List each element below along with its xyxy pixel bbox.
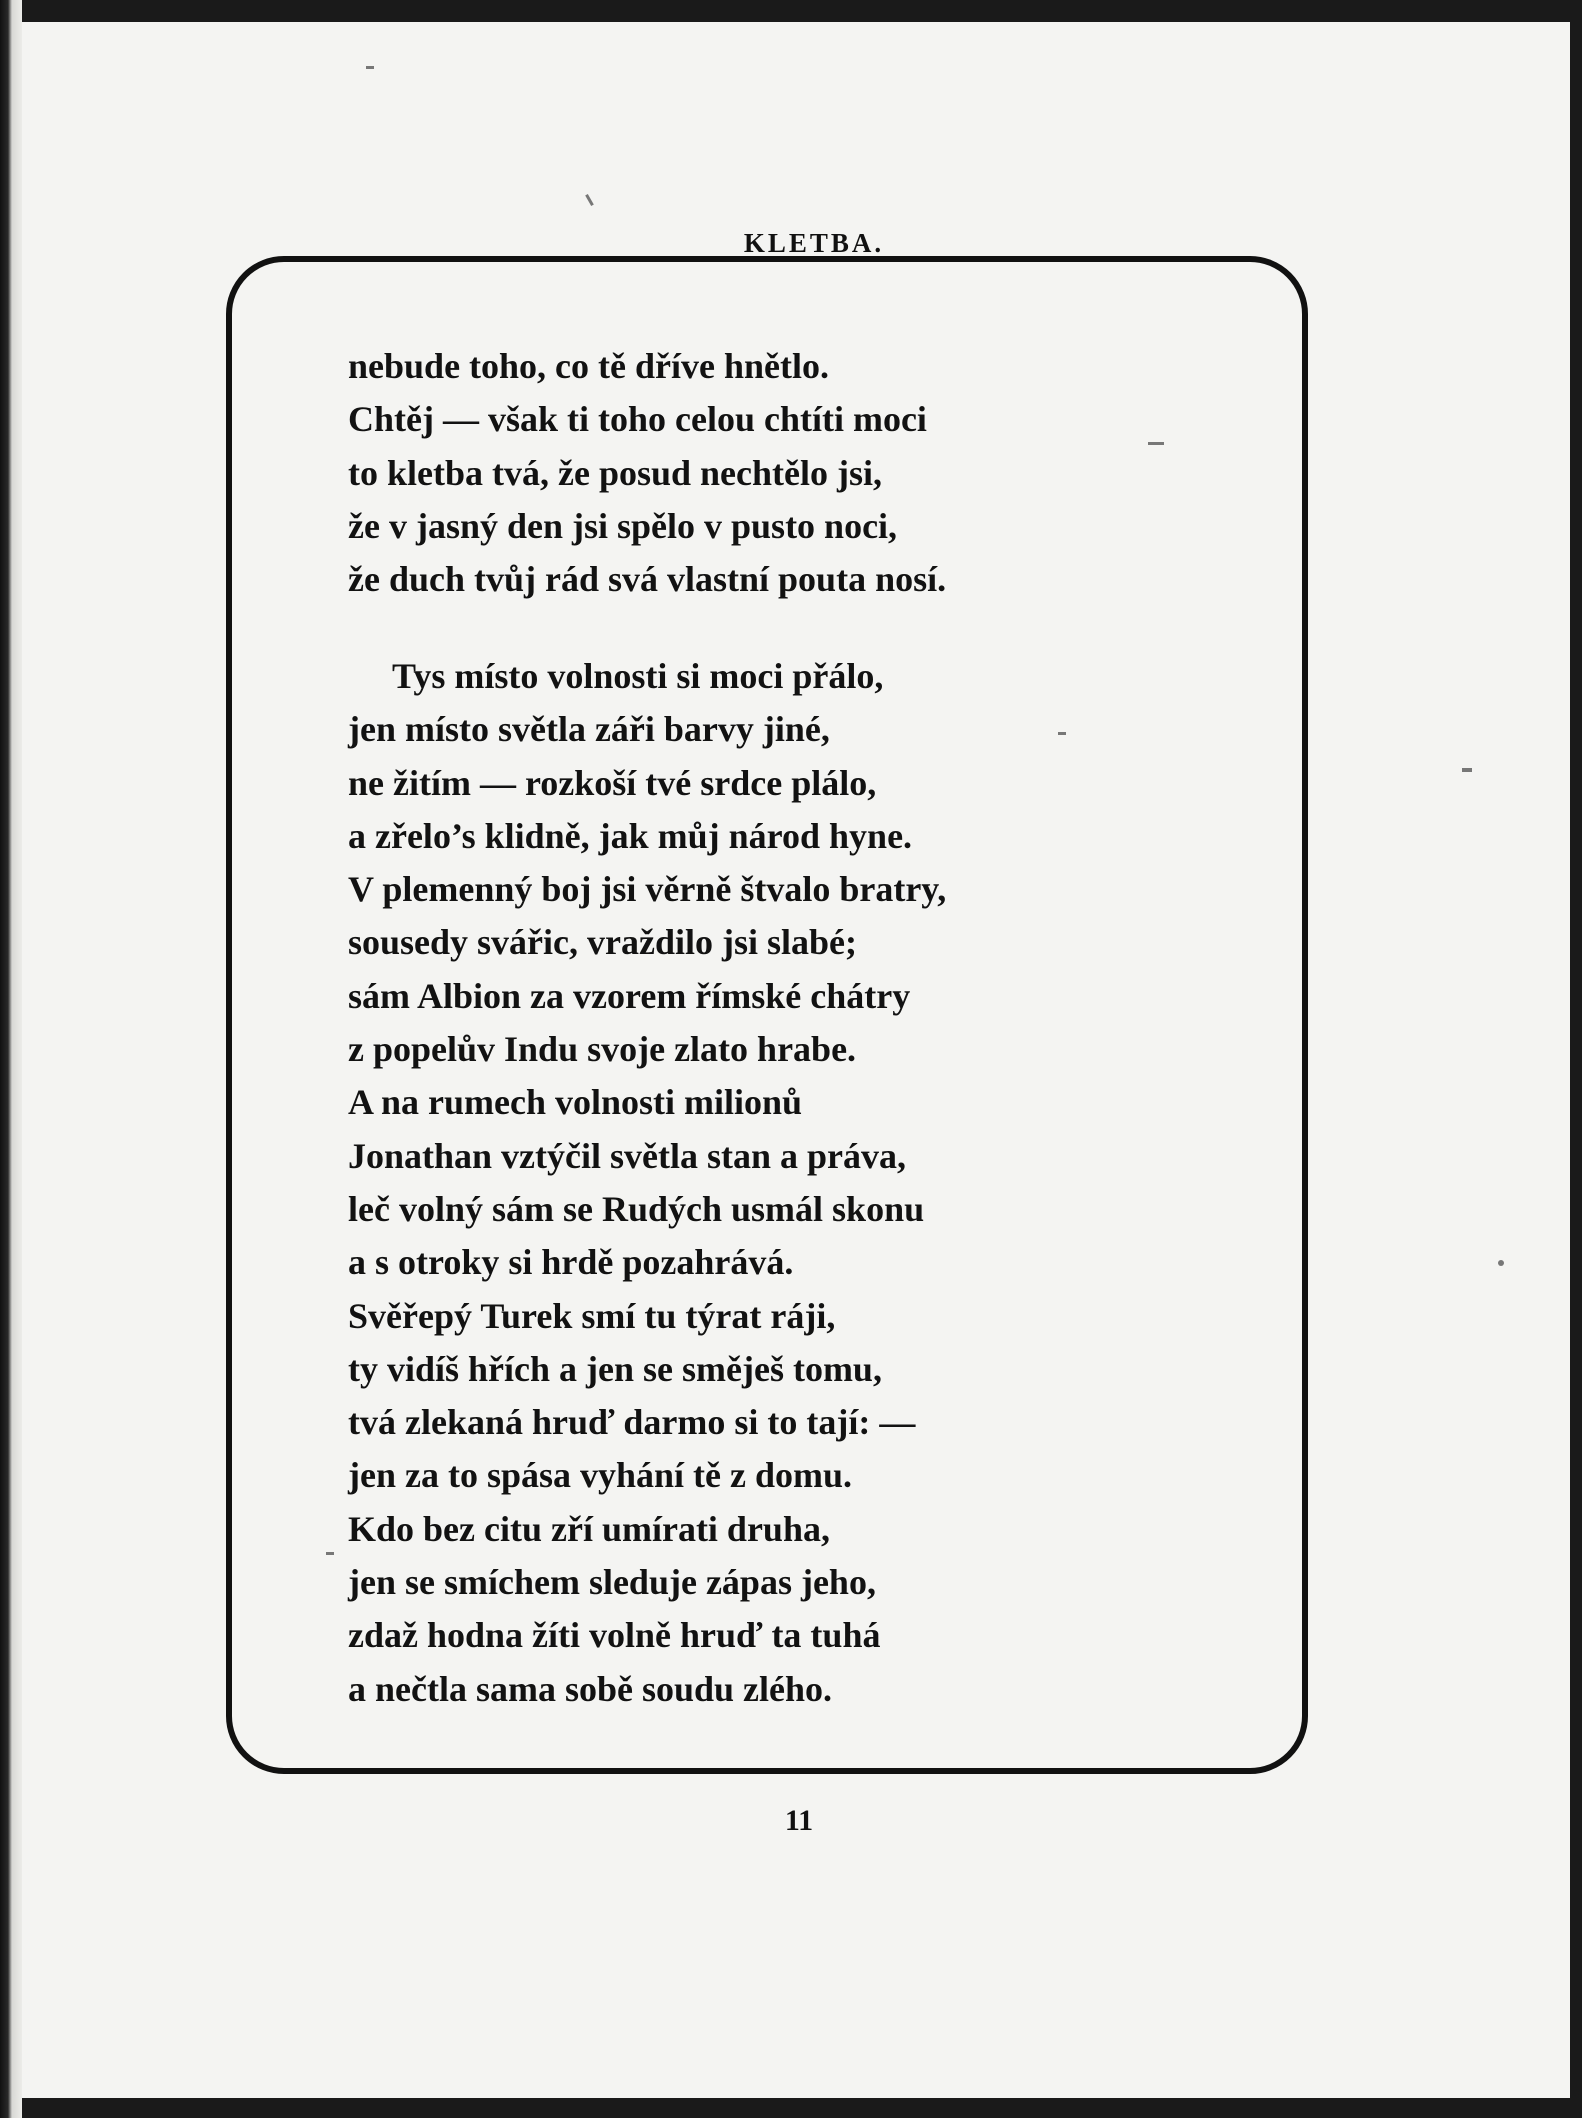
page-binding-edge (0, 0, 22, 2118)
print-speck (366, 66, 374, 69)
verse-line: Chtěj — však ti toho celou chtíti moci (348, 399, 927, 440)
verse-line: jen místo světla záři barvy jiné, (348, 709, 830, 750)
verse-line: sousedy svářic, vraždilo jsi slabé; (348, 922, 857, 963)
verse-line: Svěřepý Turek smí tu týrat ráji, (348, 1295, 836, 1336)
print-speck (1498, 1260, 1504, 1266)
verse-line: tvá zlekaná hruď darmo si to tají: — (348, 1402, 916, 1443)
verse-line: z popelův Indu svoje zlato hrabe. (348, 1029, 857, 1070)
verse-line: leč volný sám se Rudých usmál skonu (348, 1188, 925, 1229)
verse-line: jen za to spása vyhání tě z domu. (348, 1455, 853, 1496)
verse-line: a s otroky si hrdě pozahrává. (348, 1242, 794, 1283)
verse-line: jen se smíchem sleduje zápas jeho, (348, 1562, 876, 1603)
verse-line: že duch tvůj rád svá vlastní pouta nosí. (348, 559, 947, 600)
verse-line: sám Albion za vzorem římské chátry (348, 975, 911, 1016)
print-speck (585, 194, 594, 206)
stanza-2 (348, 650, 946, 1716)
page-number: 11 (784, 1804, 814, 1837)
verse-line: ty vidíš hřích a jen se směješ tomu, (348, 1348, 882, 1389)
verse-line: A na rumech volnosti milionů (348, 1082, 803, 1123)
verse-line: že v jasný den jsi spělo v pusto noci, (348, 505, 898, 546)
verse-line: Jonathan vztýčil světla stan a práva, (348, 1135, 906, 1176)
verse-line: to kletba tvá, že posud nechtělo jsi, (348, 452, 882, 493)
stanza-1 (348, 340, 946, 606)
running-head: KLETBA. (743, 228, 885, 258)
verse-line: a nečtla sama sobě soudu zlého. (348, 1668, 833, 1709)
verse-line: Kdo bez citu zří umírati druha, (348, 1508, 830, 1549)
verse-line: zdaž hodna žíti volně hruď ta tuhá (348, 1615, 881, 1656)
verse-line: V plemenný boj jsi věrně štvalo bratry, (348, 869, 947, 910)
verse-line: ne žitím — rozkoší tvé srdce plálo, (348, 762, 877, 803)
verse-line: nebude toho, co tě dříve hnětlo. (348, 346, 829, 386)
print-speck (1462, 768, 1472, 772)
verse-line: Tys místo volnosti si moci přálo, (392, 656, 884, 696)
verse-line: a zřelo’s klidně, jak můj národ hyne. (348, 815, 913, 856)
